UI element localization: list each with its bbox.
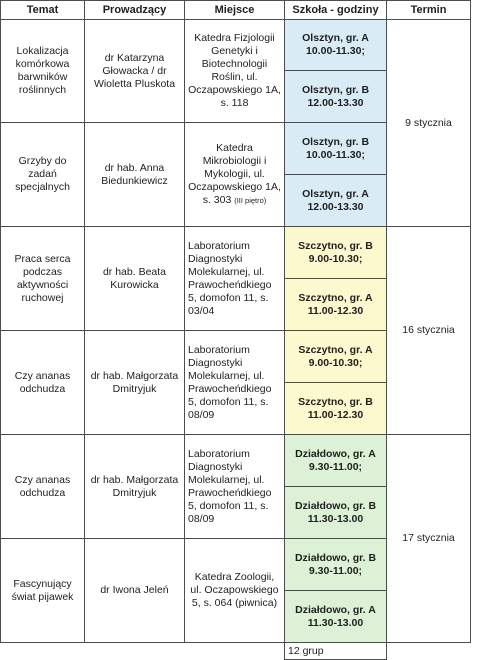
table-row xyxy=(1,20,471,71)
header-row xyxy=(1,1,471,20)
place-cell: Laboratorium Diagnostyki Molekularnej, ul. Prawocheńdkiego 5, domofon 11, s. 08/09 xyxy=(185,331,285,435)
school-slot: Olsztyn, gr. A 10.00-11.30; xyxy=(285,20,387,71)
table-row xyxy=(1,227,471,279)
place-note: (III piętro) xyxy=(234,196,267,205)
topic-cell: Praca serca podczas aktywności ruchowej xyxy=(1,227,85,331)
header-place: Miejsce xyxy=(185,1,285,20)
footer-row xyxy=(1,643,471,660)
leader-cell: dr hab. Anna Biedunkiewicz xyxy=(85,123,185,227)
topic-cell: Fascynujący świat pijawek xyxy=(1,539,85,643)
leader-cell: dr hab. Małgorzata Dmitryjuk xyxy=(85,435,185,539)
header-leader: Prowadzący xyxy=(85,1,185,20)
term-cell: 9 stycznia xyxy=(387,20,471,227)
header-school: Szkoła - godziny xyxy=(285,1,387,20)
term-cell: 17 stycznia xyxy=(387,435,471,643)
topic-cell: Czy ananas odchudza xyxy=(1,331,85,435)
school-slot: Działdowo, gr. B 9.30-11.00; xyxy=(285,539,387,591)
leader-cell: dr hab. Beata Kurowicka xyxy=(85,227,185,331)
leader-cell: dr Katarzyna Głowacka / dr Wioletta Pluskota xyxy=(85,20,185,123)
school-slot: Działdowo, gr. A 11.30-13.00 xyxy=(285,591,387,643)
school-slot: Olsztyn, gr. B 12.00-13.30 xyxy=(285,71,387,123)
place-cell: Katedra Fizjologii Genetyki i Biotechnologii Roślin, ul. Oczapowskiego 1A, s. 118 xyxy=(185,20,285,123)
term-cell: 16 stycznia xyxy=(387,227,471,435)
place-text: Katedra Mikrobiologii i Mykologii, ul. Oczapowskiego 1A, s. 303 xyxy=(188,142,281,206)
school-slot: Szczytno, gr. B 9.00-10.30; xyxy=(285,227,387,279)
school-slot: Olsztyn, gr. B 10.00-11.30; xyxy=(285,123,387,175)
header-topic: Temat xyxy=(1,1,85,20)
school-slot: Działdowo, gr. B 11.30-13.00 xyxy=(285,487,387,539)
school-slot: Szczytno, gr. A 9.00-10.30; xyxy=(285,331,387,383)
school-slot: Szczytno, gr. B 11.00-12.30 xyxy=(285,383,387,435)
school-slot: Działdowo, gr. A 9.30-11.00; xyxy=(285,435,387,487)
header-term: Termin xyxy=(387,1,471,20)
place-cell: Laboratorium Diagnostyki Molekularnej, ul. Prawocheńdkiego 5, domofon 11, s. 03/04 xyxy=(185,227,285,331)
place-cell xyxy=(185,123,285,227)
school-slot: Szczytno, gr. A 11.00-12.30 xyxy=(285,279,387,331)
leader-cell: dr Iwona Jeleń xyxy=(85,539,185,643)
topic-cell: Grzyby do zadań specjalnych xyxy=(1,123,85,227)
topic-cell: Czy ananas odchudza xyxy=(1,435,85,539)
place-cell: Laboratorium Diagnostyki Molekularnej, ul. Prawocheńdkiego 5, domofon 11, s. 08/09 xyxy=(185,435,285,539)
table-row xyxy=(1,435,471,487)
place-cell: Katedra Zoologii, ul. Oczapowskiego 5, s. 064 (piwnica) xyxy=(185,539,285,643)
school-slot: Olsztyn, gr. A 12.00-13.30 xyxy=(285,175,387,227)
leader-cell: dr hab. Małgorzata Dmitryjuk xyxy=(85,331,185,435)
topic-cell: Lokalizacja komórkowa barwników roślinnych xyxy=(1,20,85,123)
groups-count: 12 grup xyxy=(285,643,387,660)
